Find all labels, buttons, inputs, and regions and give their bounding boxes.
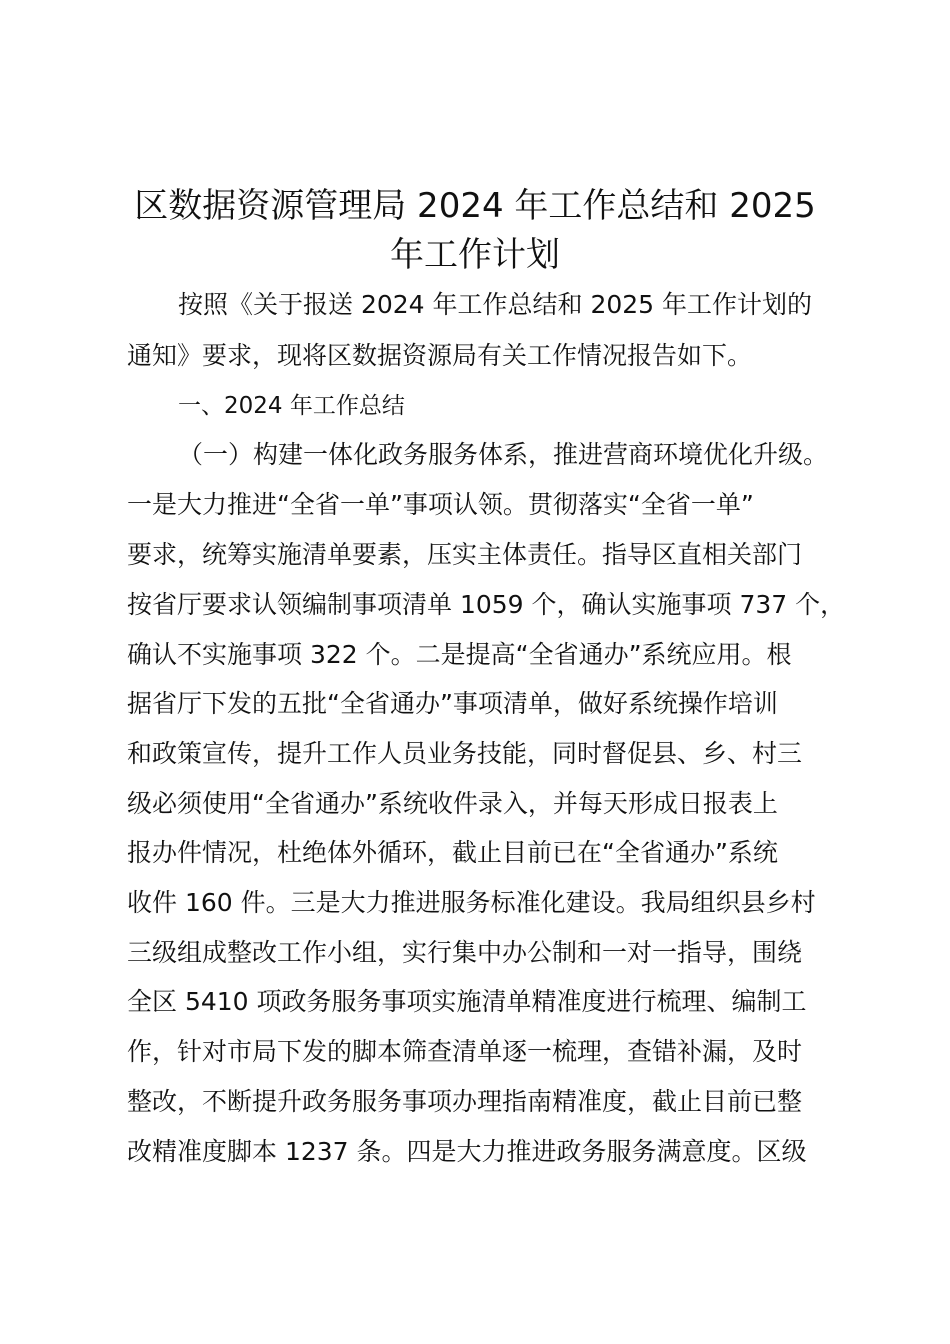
body-line-4: （一）构建一体化政务服务体系，推进营商环境优化升级。: [178, 440, 829, 469]
body-line-10: 和政策宣传，提升工作人员业务技能，同时督促县、乡、村三: [127, 739, 803, 768]
document-title-line-2: 年工作计划: [390, 235, 560, 275]
body-line-17: 整改，不断提升政务服务事项办理指南精准度，截止目前已整: [127, 1087, 803, 1116]
body-line-12: 报办件情况，杜绝体外循环，截止目前已在“全省通办”系统: [127, 838, 778, 867]
body-line-1: 按照《关于报送 2024 年工作总结和 2025 年工作计划的: [178, 290, 813, 319]
body-line-9: 据省厅下发的五批“全省通办”事项清单，做好系统操作培训: [127, 689, 778, 718]
body-line-11: 级必须使用“全省通办”系统收件录入，并每天形成日报表上: [127, 789, 778, 818]
body-line-6: 要求，统筹实施清单要素，压实主体责任。指导区直相关部门: [127, 540, 803, 569]
document-title-line-1: 区数据资源管理局 2024 年工作总结和 2025: [134, 186, 816, 226]
body-line-16: 作，针对市局下发的脚本筛查清单逐一梳理，查错补漏，及时: [127, 1037, 803, 1066]
body-line-5: 一是大力推进“全省一单”事项认领。贯彻落实“全省一单”: [127, 490, 754, 519]
body-line-18: 改精准度脚本 1237 条。四是大力推进政务服务满意度。区级: [127, 1137, 807, 1166]
body-line-8: 确认不实施事项 322 个。二是提高“全省通办”系统应用。根: [127, 640, 792, 669]
body-line-2: 通知》要求，现将区数据资源局有关工作情况报告如下。: [127, 341, 753, 370]
section-heading: 一、2024 年工作总结: [178, 393, 405, 419]
body-line-15: 全区 5410 项政务服务事项实施清单精准度进行梳理、编制工: [127, 987, 807, 1016]
body-line-13: 收件 160 件。三是大力推进服务标准化建设。我局组织县乡村: [127, 888, 816, 917]
body-line-7: 按省厅要求认领编制事项清单 1059 个，确认实施事项 737 个，: [127, 590, 846, 619]
body-line-14: 三级组成整改工作小组，实行集中办公制和一对一指导，围绕: [127, 938, 803, 967]
